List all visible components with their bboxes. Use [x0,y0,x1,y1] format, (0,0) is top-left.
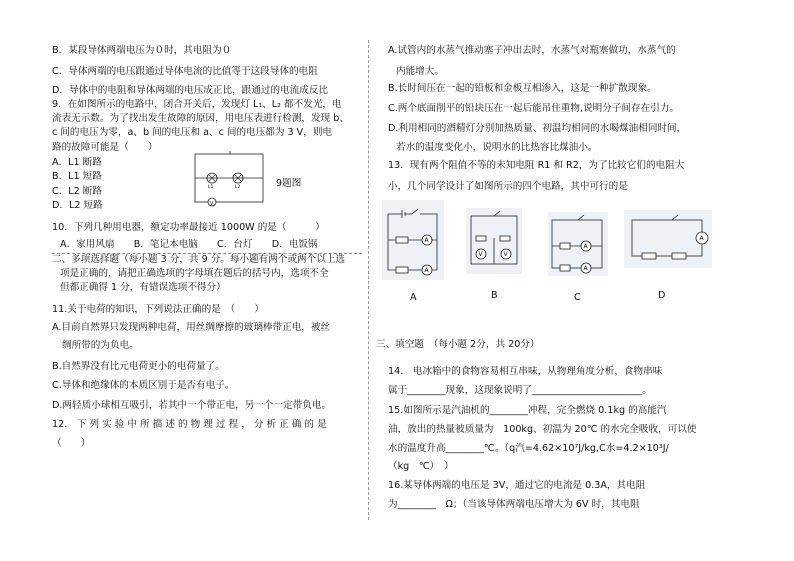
q12-option-d-2: 若水的温度变化小，说明水的比热容比煤油小。 [396,142,598,153]
section-2-line-3: 但都正确得 1 分，有错误选项不得分） [60,282,226,293]
svg-text:A: A [583,243,588,250]
option-c-line: C．导体两端的电压跟通过导体电流的比值等于这段导体的电阻 [52,66,318,77]
question-9-line-1: 9．在如图所示的电路中，闭合开关后，发现灯 L₁、L₂ 都不发光，电 [52,99,342,110]
q10-options: A．家用风扇 B．笔记本电脑 C．台灯 D．电饭锅 [60,239,318,250]
question-16-line-1: 16.某导体两端的电压是 3V，通过它的电流是 0.3A，其电阻 [388,480,646,491]
question-9-line-3: c 间的电压为零，a、b 间的电压和 a、c 间的电压都为 3 V，则电 [52,127,333,138]
question-14-line-2: 属于________现象，这现象说明了_______________________。 [388,385,652,396]
q9-option-d: D．L2 短路 [52,200,103,211]
svg-text:A: A [699,235,704,242]
q9-option-a: A．L1 断路 [52,157,102,168]
fig9-lamp1-label: L1 [208,185,214,190]
question-15-line-4: （kg ℃） ） [388,461,454,472]
question-12-bracket: （ ） [52,438,91,449]
section-2-heading: 二、多项选择题（每小题 3 分，共 9 分。每小题有两个或两个以上选 [52,254,346,265]
question-12: 12. 下 列 实 验 中 所 描 述 的 物 理 过 程 ， 分 析 正 确 的 是 [52,419,327,430]
question-13-line-1: 13．现有两个阻值不等的未知电阻 R1 和 R2，为了比较它们的电阻大 [388,160,685,171]
circuit-a [382,200,444,280]
question-11: 11.关于电荷的知识，下列说法正确的是 （ ） [52,304,264,315]
question-15-line-3: 水的温度升高________℃。（q汽=4.62×10⁷J/kg,C水=4.2×10³J/ [388,443,669,454]
q11-option-a-2: 绸所带的为负电。 [62,340,139,351]
q12-option-a-1: A.试管内的水蒸气推动塞子冲出去时，水蒸气对瓶塞做功，水蒸气的 [388,45,676,56]
question-14-line-1: 14. 电冰箱中的食物容易相互串味，从物理角度分析，食物串味 [388,366,663,377]
question-9-line-2: 流表无示数。为了找出发生故障的原因，用电压表进行检测，发现 b、 [52,113,349,124]
q11-option-c: C.导体和绝缘体的本质区别于是否有电子。 [52,380,235,391]
option-b-line: B．某段导体两端电压为０时，其电阻为０ [52,45,232,56]
svg-text:A: A [424,237,429,244]
q11-option-d: D.两轻质小球相互吸引，若其中一个带正电，另一个一定带负电。 [52,400,332,411]
svg-text:V: V [478,251,483,258]
question-10: 10．下列几种用电器，额定功率最接近 1000W 的是（ ） [52,222,325,233]
question-13-line-2: 小，几个同学设计了如图所示的四个电路，其中可行的是 [388,181,628,192]
circuit-d-label: D [658,290,666,301]
q12-option-b: B.长时间压在一起的铅板和金板互相渗入，这是一种扩散现象。 [388,83,657,94]
circuit-d [624,210,712,268]
question-15-line-2: 油，放出的热量被质量为 100kg、初温为 20℃ 的水完全吸收，可以使 [388,424,697,435]
section-3-heading: 三、填空题 （每小题 2分，共 20分） [376,339,540,350]
q11-option-a-1: A.目前自然界只发现两种电荷，用丝绸摩擦的玻璃棒带正电，被丝 [52,322,331,333]
svg-text:A: A [583,265,588,272]
question-15-line-1: 15.如图所示是汽油机的________冲程，完全燃烧 0.1kg 的高能汽 [388,405,667,416]
option-d-line: D．导体中的电阻和导体两端的电压成正比，跟通过的电流成反比 [52,85,329,96]
q12-option-c: C.两个底面削平的铅块压在一起后能吊住重物,说明分子间存在引力。 [388,103,680,114]
figure-9-caption: 9题图 [276,178,302,189]
circuit-c-label: C [574,292,581,303]
column-divider [368,40,369,520]
q12-option-d-1: D.利用相同的酒精灯分别加热质量、初温均相同的水喝煤油相同时间， [388,123,687,134]
q11-option-b: B.自然界没有比元电荷更小的电荷量了。 [52,361,225,372]
q12-option-a-2: 内能增大。 [396,66,444,77]
circuit-a-label: A [410,292,417,303]
svg-text:A: A [424,267,429,274]
section-2-line-2: 项是正确的，请把正确选项的字母填在题后的括号内，选项不全 [60,268,329,279]
q9-option-c: C．L2 断路 [52,186,102,197]
fig9-lamp2-label: L2 [235,185,241,190]
figure-9-circuit [190,150,270,212]
circuit-b-label: B [491,290,498,301]
fig9-voltmeter-label: V [210,201,214,207]
question-9-line-4: 路的故障可能是（ ） [52,142,158,153]
circuit-b [466,208,522,274]
question-16-line-2: 为________ Ω；（当该导体两端电压增大为 6V 时，其电阻 [388,499,640,510]
svg-text:V: V [503,251,508,258]
circuit-c [548,212,608,276]
q9-option-b: B．L1 短路 [52,171,102,182]
